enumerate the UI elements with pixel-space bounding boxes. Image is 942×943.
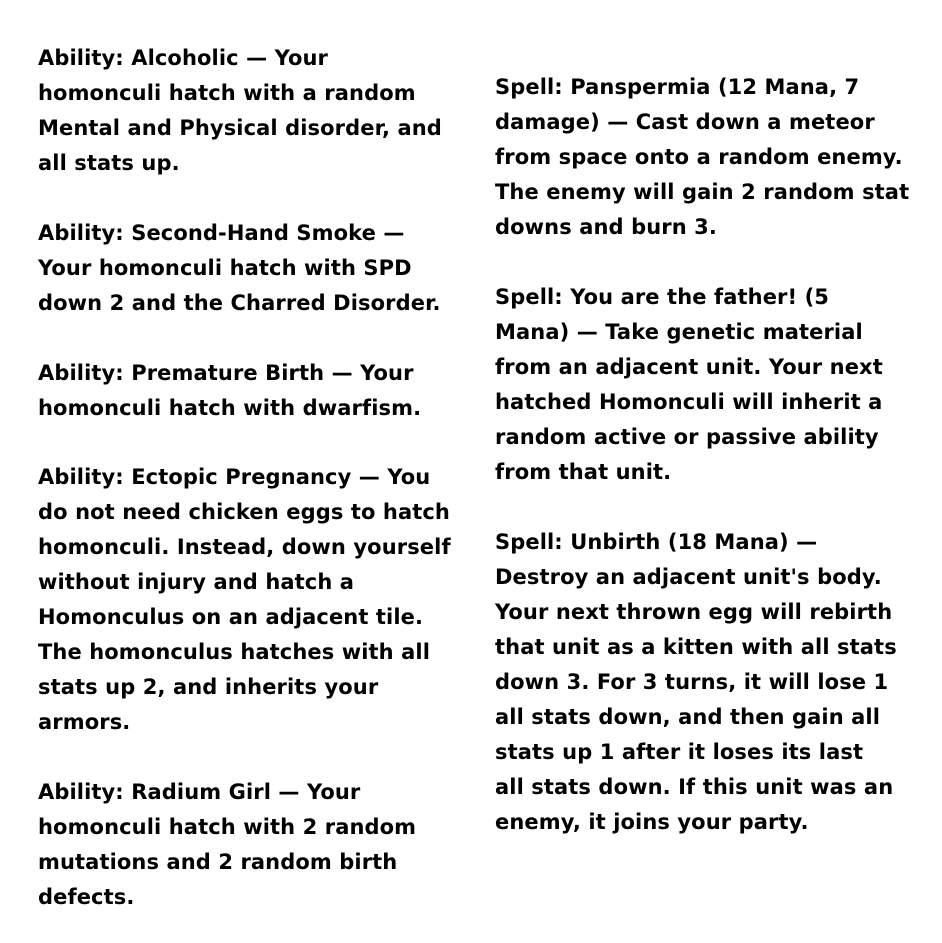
text-line: from that unit. <box>495 460 672 484</box>
text-line: Mana) — Take genetic material <box>495 320 863 344</box>
text-line: homonculi hatch with a random <box>38 81 416 105</box>
text-line: that unit as a kitten with all stats <box>495 635 897 659</box>
text-line: Destroy an adjacent unit's body. <box>495 565 882 589</box>
text-line: Spell: You are the father! (5 <box>495 285 829 309</box>
text-line: The enemy will gain 2 random stat <box>495 180 910 204</box>
ability-radium-girl <box>38 775 463 915</box>
text-line: all stats down. If this unit was an <box>495 775 894 799</box>
text-line: Ability: Premature Birth — Your <box>38 361 414 385</box>
text-line: mutations and 2 random birth <box>38 850 398 874</box>
text-line: stats up 1 after it loses its last <box>495 740 864 764</box>
text-line: down 2 and the Charred Disorder. <box>38 291 441 315</box>
ability-second-hand-smoke <box>38 216 463 321</box>
text-line: enemy, it joins your party. <box>495 810 809 834</box>
text-line: Spell: Panspermia (12 Mana, 7 <box>495 75 860 99</box>
text-line: homonculi hatch with 2 random <box>38 815 417 839</box>
text-line: random active or passive ability <box>495 425 879 449</box>
ability-alcoholic <box>38 41 463 181</box>
text-line: Homonculus on an adjacent tile. <box>38 605 424 629</box>
text-line: without injury and hatch a <box>38 570 355 594</box>
text-line: homonculi. Instead, down yourself <box>38 535 451 559</box>
ability-premature-birth <box>38 356 463 426</box>
text-line: do not need chicken eggs to hatch <box>38 500 450 524</box>
text-line: Your next thrown egg will rebirth <box>495 600 893 624</box>
text-line: stats up 2, and inherits your <box>38 675 379 699</box>
spell-you-are-the-father <box>495 280 935 490</box>
text-line: armors. <box>38 710 131 734</box>
text-line: defects. <box>38 885 135 909</box>
text-line: from space onto a random enemy. <box>495 145 903 169</box>
text-line: down 3. For 3 turns, it will lose 1 <box>495 670 889 694</box>
text-line: Ability: Alcoholic — Your <box>38 46 328 70</box>
text-line: all stats up. <box>38 151 180 175</box>
text-line: damage) — Cast down a meteor <box>495 110 875 134</box>
text-line: Mental and Physical disorder, and <box>38 116 442 140</box>
text-line: Ability: Second-Hand Smoke — <box>38 221 405 245</box>
text-line: all stats down, and then gain all <box>495 705 881 729</box>
text-line: Ability: Ectopic Pregnancy — You <box>38 465 431 489</box>
text-line: Your homonculi hatch with SPD <box>38 256 412 280</box>
text-line: The homonculus hatches with all <box>38 640 430 664</box>
spell-panspermia <box>495 70 935 245</box>
text-line: homonculi hatch with dwarfism. <box>38 396 422 420</box>
ability-ectopic-pregnancy <box>38 460 463 740</box>
text-line: Spell: Unbirth (18 Mana) — <box>495 530 818 554</box>
spell-unbirth <box>495 525 935 840</box>
text-line: from an adjacent unit. Your next <box>495 355 883 379</box>
text-line: Ability: Radium Girl — Your <box>38 780 361 804</box>
text-line: hatched Homonculi will inherit a <box>495 390 883 414</box>
text-line: downs and burn 3. <box>495 215 717 239</box>
